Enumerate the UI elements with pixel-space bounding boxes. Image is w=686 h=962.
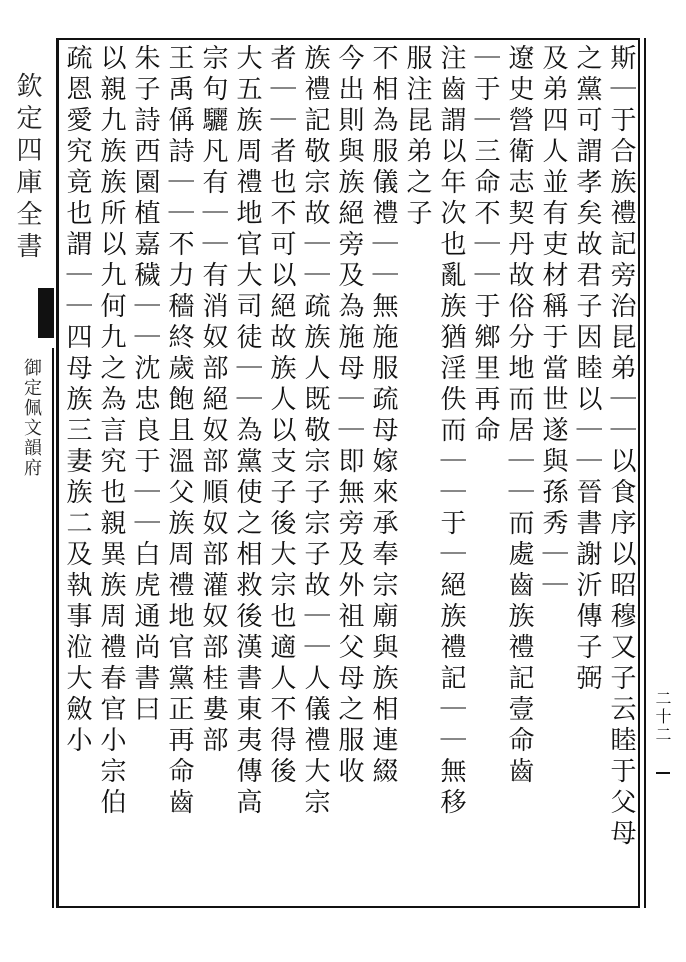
text-column-3: 及弟四人並有吏材稱于當世遂與孫秀｜｜ (538, 44, 568, 602)
text-column-8: 不相為服儀禮｜｜無施服疏母嫁來承奉宗廟與族相連綴 (368, 44, 398, 788)
text-column-12: 大五族周禮地官大司徒｜｜為黨使之相救後漢書東夷傳高 (232, 44, 262, 819)
text-column-1: 斯｜于合族禮記旁治昆弟｜｜以食序以昭穆又子云睦于父母 (606, 44, 636, 850)
text-column-7: 服注昆弟之子 (402, 44, 432, 230)
text-column-4: 遼史營衛志契丹故俗分地而居｜｜而處齒族禮記壹命齒 (504, 44, 534, 788)
text-column-10: 族禮記敬宗故｜｜疏族人既敬宗子宗子故｜｜人儀禮大宗 (300, 44, 330, 819)
text-column-15: 朱子詩西園植嘉穢｜｜沈忠良于｜｜白虎通尚書曰 (130, 44, 160, 726)
text-column-16: 以親九族族所以九何九之為言究也親異族周禮春官小宗伯 (96, 44, 126, 819)
frame-right-rule (644, 38, 646, 908)
text-column-13: 宗句驪凡有｜｜有消奴部絕奴部順奴部灌奴部桂婁部 (198, 44, 228, 757)
text-column-17: 疏恩愛究竟也謂｜｜四母族三妻族二及執事涖大斂小 (62, 44, 92, 757)
page-number: 二十二 (653, 690, 672, 744)
text-column-6: 注齒謂以年次也亂族猶淫佚而｜｜于｜絕族禮記｜｜無移 (436, 44, 466, 819)
page-margin (0, 38, 56, 908)
book-title: 欽定四庫全書 (12, 72, 42, 264)
book-subtitle: 御定佩文韻府 (21, 358, 42, 478)
text-column-14: 王禹偁詩｜｜不力穡終歲飽且溫父族周禮地官黨正再命齒 (164, 44, 194, 819)
margin-rule (52, 348, 54, 908)
text-column-5: ｜于｜三命不｜｜于鄉里再命 (470, 44, 500, 447)
margin-black-block (38, 288, 54, 338)
page-number-rule (656, 772, 670, 774)
text-column-9: 今出則與族絕旁及為施母｜｜即無旁及外祖父母之服收 (334, 44, 364, 788)
text-column-11: 者｜｜者也不可以絕故族人以支子後大宗也適人不得後 (266, 44, 296, 788)
text-column-2: 之黨可謂孝矣故君子因睦以｜｜晉書謝沂傳子弼 (572, 44, 602, 695)
